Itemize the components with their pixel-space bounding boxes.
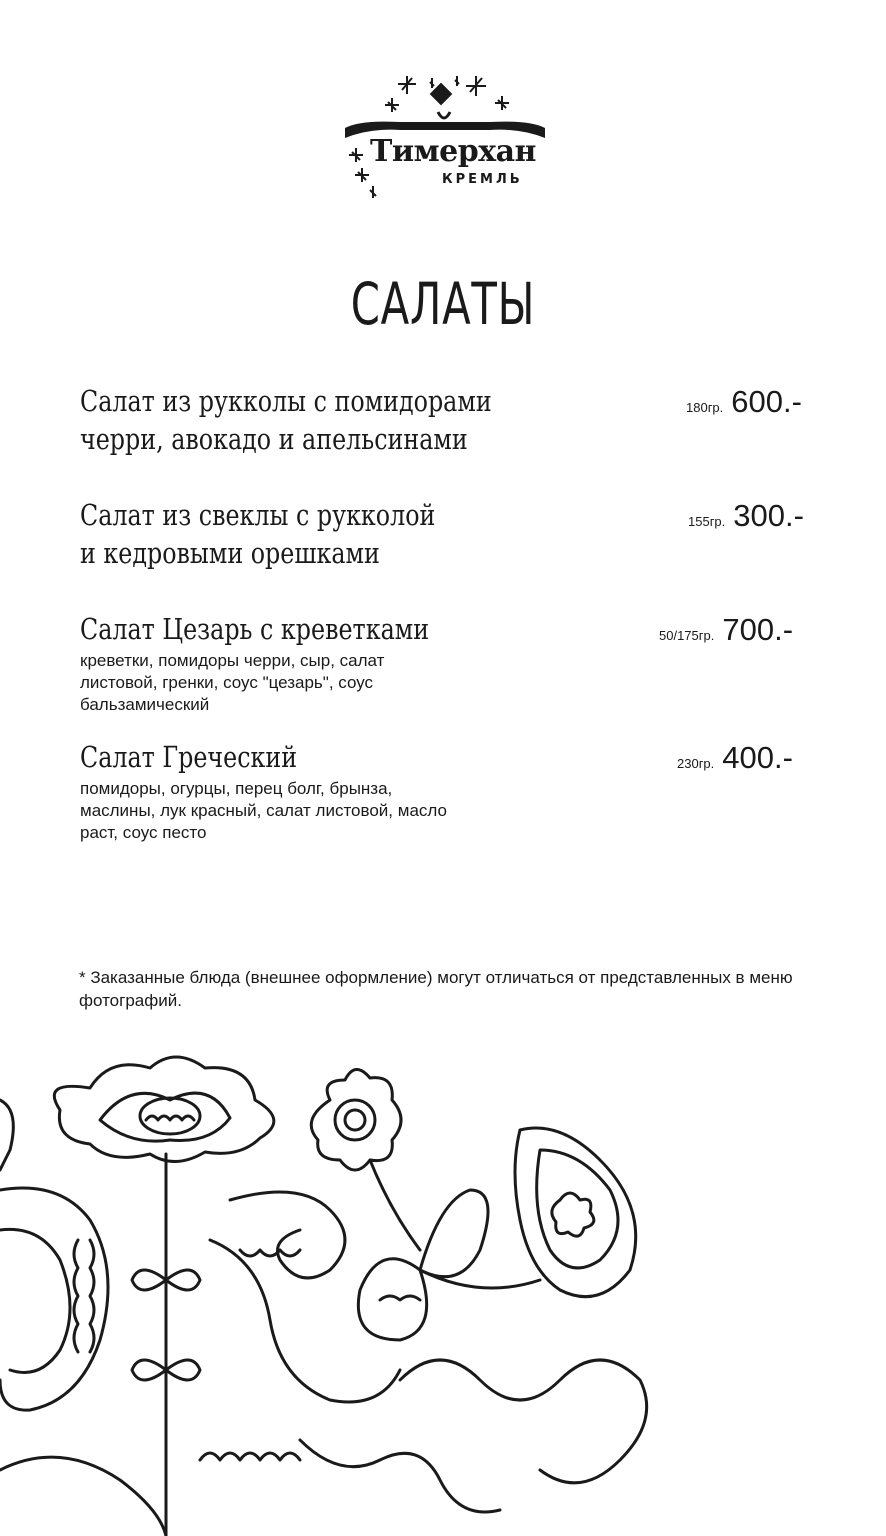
restaurant-logo — [340, 72, 550, 212]
item-name: Салат из рукколы с помидорами — [80, 384, 492, 418]
item-weight: 230гр. — [677, 756, 715, 771]
item-price: 300.- — [733, 498, 804, 533]
item-name: Салат из свеклы с рукколой — [80, 498, 436, 532]
item-price-box — [688, 498, 804, 534]
item-name: и кедровыми орешками — [80, 536, 380, 570]
item-price: 400.- — [722, 740, 793, 775]
item-price-box — [677, 740, 793, 776]
menu-item — [80, 610, 820, 716]
folk-ornament-illustration — [0, 1040, 886, 1536]
item-price: 600.- — [731, 384, 802, 419]
logo-name: Тимерхан — [370, 134, 536, 169]
item-weight: 50/175гр. — [659, 628, 715, 643]
item-price-box — [686, 384, 802, 420]
logo-subtitle: КРЕМЛЬ — [442, 172, 523, 187]
menu-item — [80, 496, 820, 572]
item-price-box — [659, 612, 793, 648]
item-name: Салат Цезарь с креветками — [80, 612, 430, 646]
item-weight: 155гр. — [688, 514, 726, 529]
item-name: черри, авокадо и апельсинами — [80, 422, 468, 456]
menu-item — [80, 738, 820, 844]
item-name: Салат Греческий — [80, 740, 298, 774]
menu-item — [80, 382, 820, 458]
item-weight: 180гр. — [686, 400, 724, 415]
item-description: креветки, помидоры черри, сыр, салат листовой, гренки, соус "цезарь", соус бальзамический — [80, 651, 385, 714]
item-description: помидоры, огурцы, перец болг, брынза, маслины, лук красный, салат листовой, масло раст, соус песто — [80, 779, 447, 842]
item-price: 700.- — [722, 612, 794, 647]
section-title: САЛАТЫ — [350, 270, 536, 338]
footnote: * Заказанные блюда (внешнее оформление) могут отличаться от представленных в меню фотографий. — [79, 968, 793, 1010]
